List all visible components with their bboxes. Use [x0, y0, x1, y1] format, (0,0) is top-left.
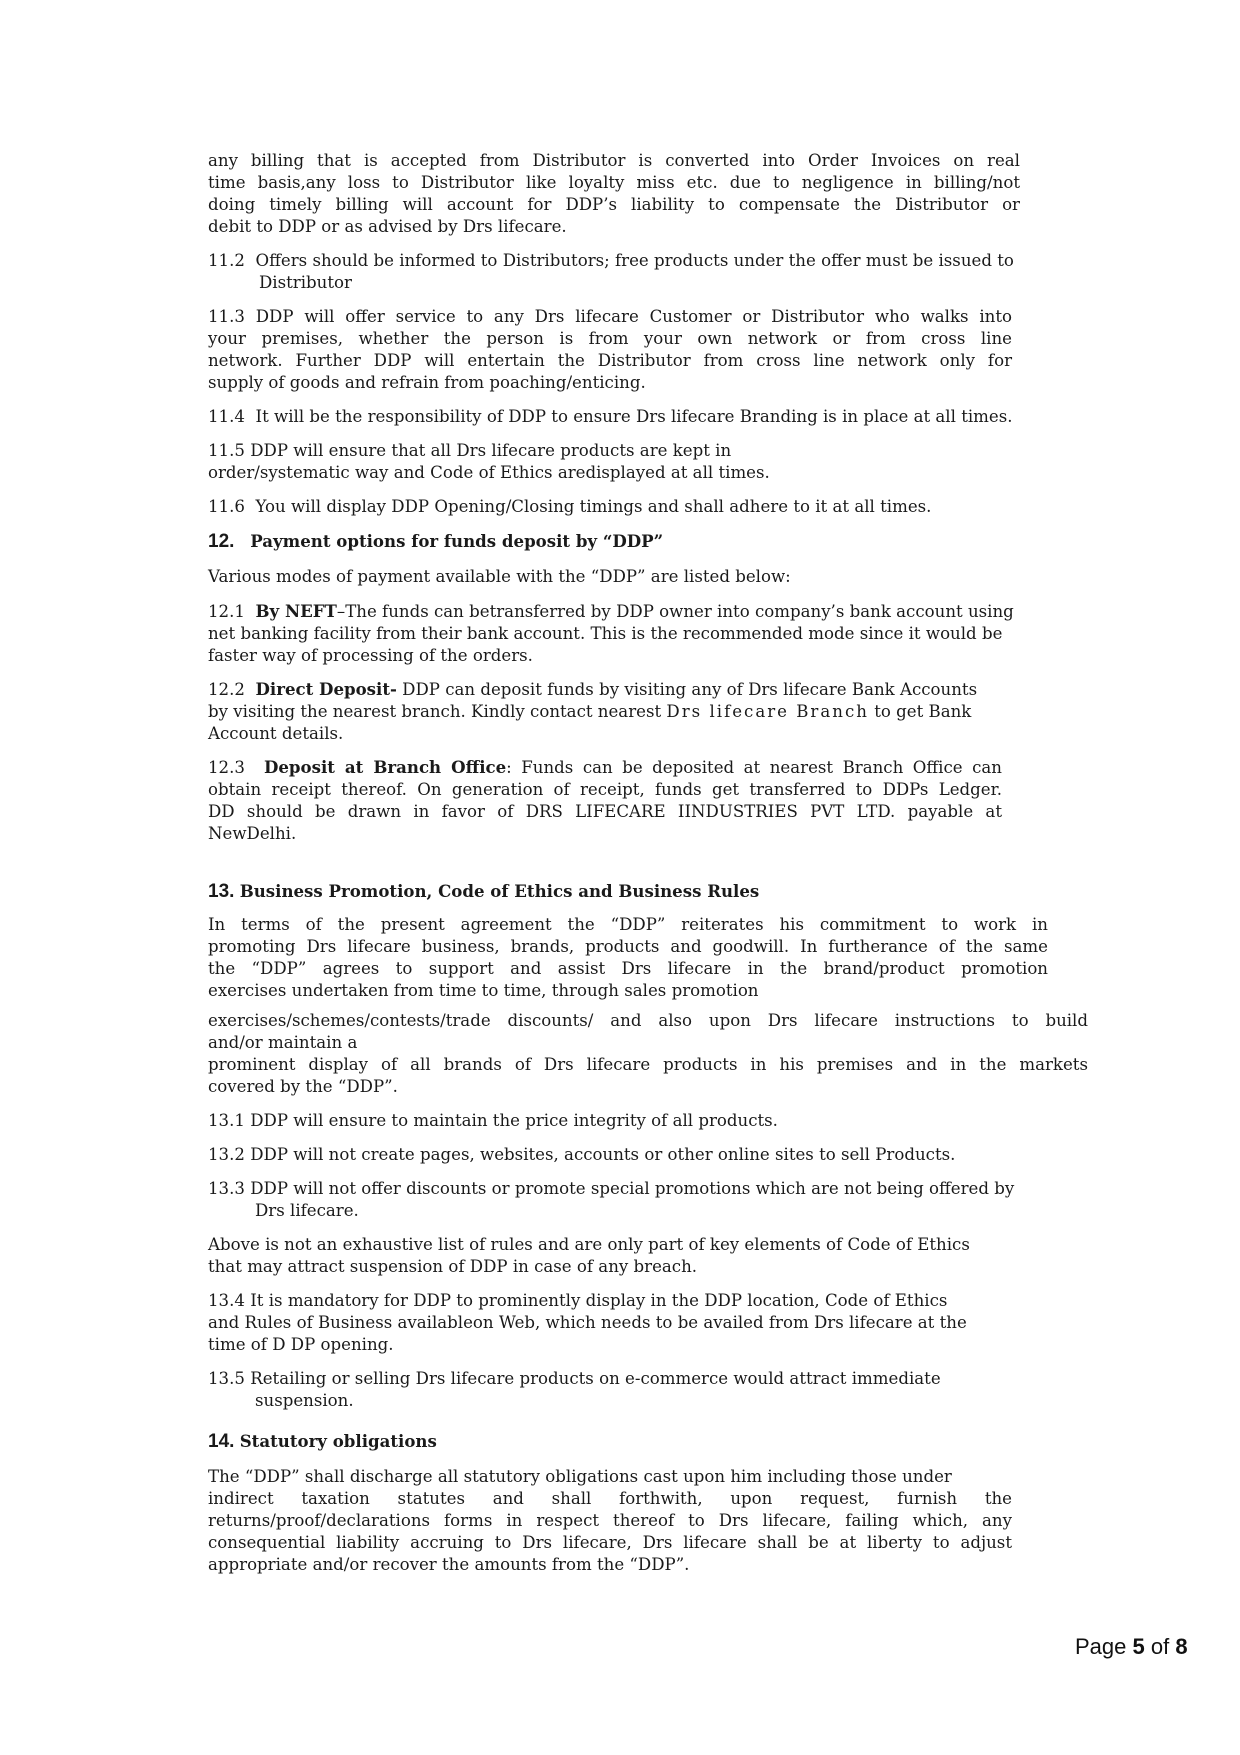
text-line: Above is not an exhaustive list of rules and are only part of key elements of Code of Ethics	[208, 1235, 970, 1254]
text-line: your premises, whether the person is from your own network or from cross line	[208, 329, 1012, 348]
clause-text: Offers should be informed to Distributors; free products under the offer must be issued to	[255, 251, 1014, 270]
text-line: Drs lifecare.	[255, 1201, 359, 1220]
section-13-heading	[208, 880, 1108, 903]
section-number: 14.	[208, 1431, 235, 1452]
clause-number: 13.2	[208, 1145, 245, 1164]
text-line: time of D DP opening.	[208, 1335, 394, 1354]
section-13-paragraph-2	[208, 1010, 1088, 1098]
clause-text: DDP will not offer discounts or promote special promotions which are not being offered by	[250, 1179, 1015, 1198]
text-line: exercises/schemes/contests/trade discounts/ and also upon Drs lifecare instructions to build	[208, 1011, 1088, 1030]
clause-13-1	[208, 1110, 1108, 1132]
clause-13-2	[208, 1144, 1108, 1166]
text-line: Account details.	[208, 724, 344, 743]
clause-text: DDP will ensure to maintain the price integrity of all products.	[250, 1111, 778, 1130]
section-12-heading	[208, 530, 1108, 553]
text-line: covered by the “DDP”.	[208, 1077, 398, 1096]
clause-text: : Funds can be deposited at nearest Branch Office can	[506, 758, 1002, 777]
clause-number: 11.6	[208, 497, 245, 516]
section-title: Payment options for funds deposit by “DDP”	[250, 531, 664, 551]
text-line: 11.5 DDP will ensure that all Drs lifecare products are kept in	[208, 441, 732, 460]
clause-12-3	[208, 756, 1002, 845]
text-line: exercises undertaken from time to time, through sales promotion	[208, 981, 759, 1000]
clause-number: 13.5	[208, 1369, 245, 1388]
clause-number: 11.2	[208, 251, 245, 270]
text-line: supply of goods and refrain from poaching/enticing.	[208, 373, 646, 392]
text-line: Distributor	[259, 273, 352, 292]
clause-text: You will display DDP Opening/Closing timings and shall adhere to it at all times.	[255, 497, 932, 516]
text-line: prominent display of all brands of Drs lifecare products in his premises and in the markets	[208, 1055, 1088, 1074]
text-line	[208, 1178, 1088, 1200]
section-12-intro: Various modes of payment available with the “DDP” are listed below:	[208, 567, 791, 586]
section-title: Business Promotion, Code of Ethics and Business Rules	[239, 881, 760, 901]
text-line	[208, 1368, 1088, 1390]
text-line: time basis,any loss to Distributor like loyalty miss etc. due to negligence in billing/not	[208, 173, 1020, 192]
clause-11-3	[208, 306, 1012, 394]
clause-bold-label: Direct Deposit-	[255, 679, 397, 699]
text-line	[208, 678, 1048, 701]
text-line: faster way of processing of the orders.	[208, 646, 533, 665]
code-of-ethics-note	[208, 1234, 1088, 1278]
text-line: DD should be drawn in favor of DRS LIFECARE IINDUSTRIES PVT LTD. payable at	[208, 802, 1002, 821]
clause-text: Retailing or selling Drs lifecare products on e-commerce would attract immediate	[250, 1369, 941, 1388]
page-label: Page	[1075, 1634, 1127, 1659]
clause-number: 13.3	[208, 1179, 245, 1198]
clause-12-2	[208, 678, 1048, 745]
text-line	[208, 756, 1002, 779]
clause-11-5	[208, 440, 1012, 484]
clause-number: 11.4	[208, 407, 245, 426]
clause-bold-label: By NEFT	[255, 601, 337, 621]
clause-text: It will be the responsibility of DDP to ensure Drs lifecare Branding is in place at all times.	[255, 407, 1013, 426]
current-page: 5	[1132, 1634, 1145, 1659]
section-number: 12.	[208, 531, 235, 552]
text-fragment: to get Bank	[868, 702, 972, 721]
of-label: of	[1150, 1634, 1170, 1659]
text-line: and/or maintain a	[208, 1033, 358, 1052]
text-line	[208, 250, 1098, 272]
clause-13-5	[208, 1368, 1088, 1412]
text-line: promoting Drs lifecare business, brands, products and goodwill. In furtherance of the same	[208, 937, 1048, 956]
text-line: appropriate and/or recover the amounts from the “DDP”.	[208, 1555, 690, 1574]
clause-text: DDP will not create pages, websites, accounts or other online sites to sell Products.	[250, 1145, 956, 1164]
text-line: returns/proof/declarations forms in respect thereof to Drs lifecare, failing which, any	[208, 1511, 1012, 1530]
text-line	[208, 600, 1048, 623]
text-fragment: by visiting the nearest branch. Kindly contact nearest	[208, 702, 667, 721]
text-line: any billing that is accepted from Distributor is converted into Order Invoices on real	[208, 151, 1020, 170]
clause-11-4	[208, 406, 1108, 428]
text-line: doing timely billing will account for DDP’s liability to compensate the Distributor or	[208, 195, 1020, 214]
text-line	[208, 701, 1048, 723]
text-line: order/systematic way and Code of Ethics aredisplayed at all times.	[208, 463, 770, 482]
text-line: obtain receipt thereof. On generation of receipt, funds get transferred to DDPs Ledger.	[208, 780, 1002, 799]
text-line: indirect taxation statutes and shall forthwith, upon request, furnish the	[208, 1489, 1012, 1508]
clause-bold-label: Deposit at Branch Office	[263, 757, 507, 777]
clause-number: 13.1	[208, 1111, 245, 1130]
intro-paragraph	[208, 150, 1020, 238]
section-13-paragraph-1	[208, 914, 1048, 1002]
text-line: debit to DDP or as advised by Drs lifecare.	[208, 217, 567, 236]
total-pages: 8	[1175, 1634, 1188, 1659]
section-14-paragraph	[208, 1466, 1012, 1576]
text-line: The “DDP” shall discharge all statutory obligations cast upon him including those under	[208, 1467, 952, 1486]
clause-13-4	[208, 1290, 1048, 1356]
text-line: that may attract suspension of DDP in case of any breach.	[208, 1257, 698, 1276]
clause-number: 12.2	[208, 680, 245, 699]
clause-11-2	[208, 250, 1098, 294]
text-line: the “DDP” agrees to support and assist Drs lifecare in the brand/product promotion	[208, 959, 1048, 978]
clause-11-6	[208, 496, 1108, 518]
text-line: In terms of the present agreement the “DDP” reiterates his commitment to work in	[208, 915, 1048, 934]
page-number	[1075, 1636, 1188, 1658]
section-14-heading	[208, 1430, 1108, 1453]
text-line: suspension.	[255, 1391, 354, 1410]
clause-13-3	[208, 1178, 1088, 1222]
text-line: and Rules of Business availableon Web, which needs to be availed from Drs lifecare at the	[208, 1313, 967, 1332]
text-line: NewDelhi.	[208, 824, 297, 843]
text-line: consequential liability accruing to Drs lifecare, Drs lifecare shall be at liberty to adjust	[208, 1533, 1012, 1552]
text-line: 11.3 DDP will offer service to any Drs lifecare Customer or Distributor who walks into	[208, 307, 1012, 326]
clause-number: 12.1	[208, 602, 245, 621]
text-line: network. Further DDP will entertain the Distributor from cross line network only for	[208, 351, 1012, 370]
text-line: net banking facility from their bank account. This is the recommended mode since it would be	[208, 624, 1003, 643]
clause-number: 12.3	[208, 758, 245, 777]
text-line: 13.4 It is mandatory for DDP to prominently display in the DDP location, Code of Ethics	[208, 1291, 948, 1310]
clause-text: –The funds can betransferred by DDP owner into company’s bank account using	[336, 602, 1014, 621]
section-number: 13.	[208, 881, 235, 902]
text-fragment: Drs lifecare Branch	[666, 702, 869, 721]
clause-text: DDP can deposit funds by visiting any of Drs lifecare Bank Accounts	[396, 680, 978, 699]
section-title: Statutory obligations	[239, 1431, 437, 1451]
clause-12-1	[208, 600, 1048, 667]
